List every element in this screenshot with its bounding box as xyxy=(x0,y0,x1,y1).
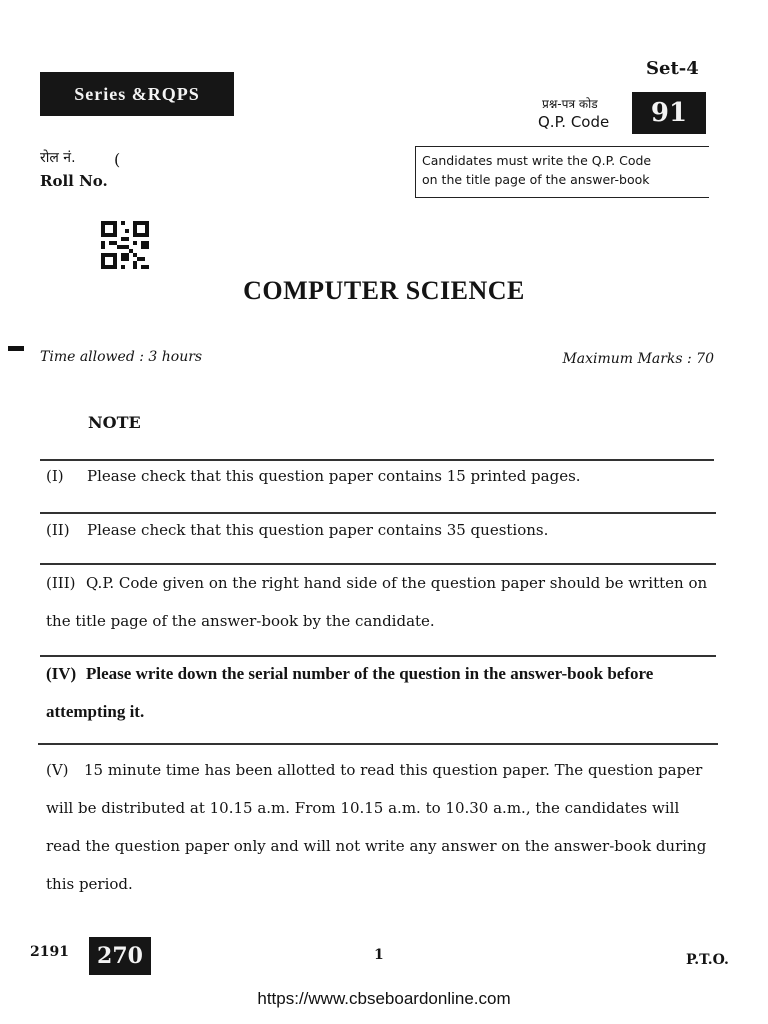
qp-code-value: 91 xyxy=(632,92,706,134)
paper-code: 2191 xyxy=(30,944,69,960)
set-label: Set-4 xyxy=(646,58,699,79)
note-item-number: (V) xyxy=(46,761,69,779)
note-item xyxy=(46,655,716,731)
source-url: https://www.cbseboardonline.com xyxy=(257,989,511,1008)
note-item-number: (II) xyxy=(46,521,70,539)
qp-code-hindi-label: प्रश्न-पत्र कोड xyxy=(542,97,598,111)
pto-label: P.T.O. xyxy=(686,952,729,968)
note-item-text: 15 minute time has been allotted to read this question paper. The question paper will be distributed at 10.15 a.m. From 10.15 a.m. to 10.30 a.m., the candidates will read the question paper only and will not write any answer on the answer-book during this period. xyxy=(46,761,707,893)
candidate-instruction-line-2: on the title page of the answer-book xyxy=(422,172,650,187)
note-item-text: Please check that this question paper contains 35 questions. xyxy=(87,521,549,539)
note-item xyxy=(46,751,716,903)
divider xyxy=(38,743,718,745)
page-title: COMPUTER SCIENCE xyxy=(243,276,525,305)
note-item xyxy=(46,564,716,640)
note-heading: NOTE xyxy=(88,413,141,432)
note-item-text: Please write down the serial number of the question in the answer-book before attempting it. xyxy=(46,664,654,721)
note-item-number: (III) xyxy=(46,574,76,592)
page-number: 1 xyxy=(374,947,384,963)
maximum-marks: Maximum Marks : 70 xyxy=(562,351,714,367)
candidate-instruction-line-1: Candidates must write the Q.P. Code xyxy=(422,153,652,168)
margin-mark xyxy=(8,346,24,351)
series-label: Series &RQPS xyxy=(40,72,234,116)
note-item-text: Please check that this question paper contains 15 printed pages. xyxy=(87,467,581,485)
roll-number-field: ( xyxy=(114,150,121,169)
qp-code-label: Q.P. Code xyxy=(538,113,610,131)
note-item-text: Q.P. Code given on the right hand side of the question paper should be written on the title page of the answer-book by the candidate. xyxy=(46,574,708,630)
note-item-number: (IV) xyxy=(46,664,77,683)
time-allowed: Time allowed : 3 hours xyxy=(40,349,203,365)
note-item xyxy=(46,511,716,549)
note-item xyxy=(46,457,716,495)
page-code: 270 xyxy=(89,937,151,975)
qr-code-icon xyxy=(101,221,149,269)
candidate-instruction-box xyxy=(415,146,709,198)
roll-number-label: Roll No. xyxy=(40,172,108,190)
note-item-number: (I) xyxy=(46,467,64,485)
roll-number-hindi-label: रोल नं. xyxy=(40,150,76,166)
